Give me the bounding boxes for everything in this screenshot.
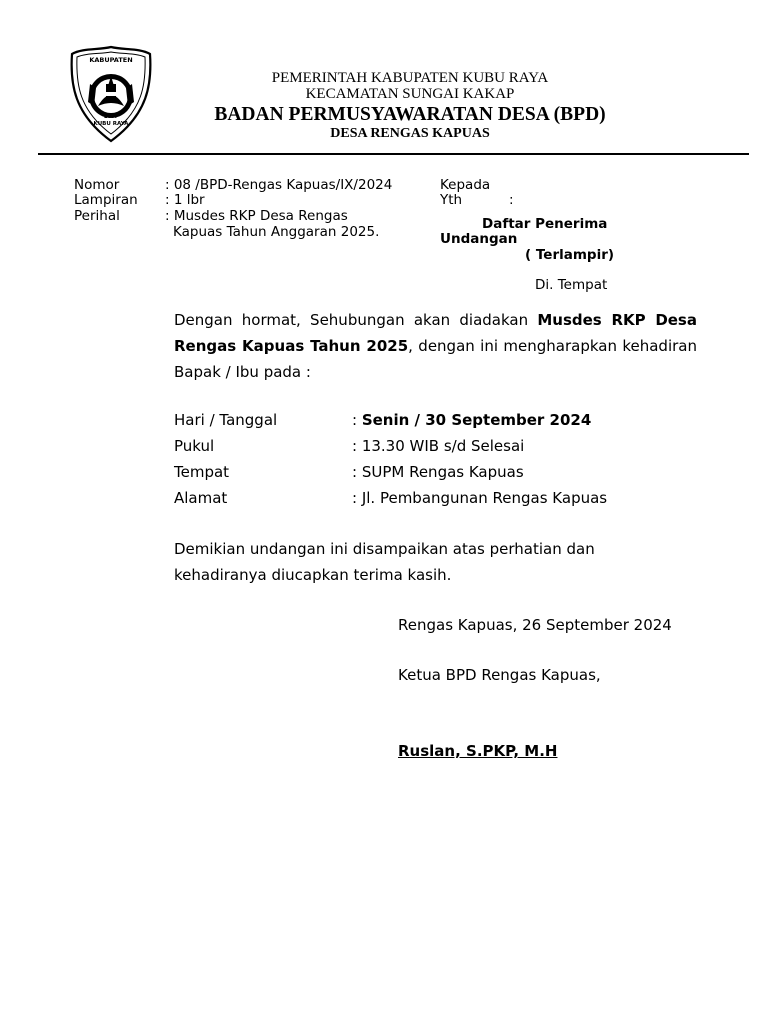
detail-value: 13.30 WIB s/d Selesai bbox=[361, 437, 525, 455]
detail-value: Jl. Pembangunan Rengas Kapuas bbox=[361, 489, 608, 507]
detail-row-date bbox=[174, 411, 734, 437]
detail-label: Tempat bbox=[174, 463, 230, 481]
detail-label: Hari / Tanggal bbox=[174, 411, 278, 429]
detail-value-wrap bbox=[352, 411, 591, 429]
letterhead-district: KECAMATAN SUNGAI KAKAP bbox=[305, 86, 515, 102]
recipient-list-line2: Undangan bbox=[440, 231, 518, 247]
nomor-value: : 08 /BPD-Rengas Kapuas/IX/2024 bbox=[165, 177, 393, 193]
perihal-label: Perihal bbox=[74, 208, 120, 224]
opening-text-end: , dengan ini mengharapkan kehadiran Bapak / Ibu pada : bbox=[174, 337, 697, 381]
lampiran-label: Lampiran bbox=[74, 192, 138, 208]
logo-top-text: KABUPATEN bbox=[89, 56, 133, 64]
signer-title: Ketua BPD Rengas Kapuas, bbox=[398, 666, 601, 684]
detail-label: Alamat bbox=[174, 489, 228, 507]
signer-name: Ruslan, S.PKP, M.H bbox=[398, 742, 558, 760]
logo-year-text: 2007 bbox=[104, 114, 118, 120]
opening-text: Dengan hormat, Sehubungan akan diadakan bbox=[174, 311, 538, 329]
detail-row-place bbox=[174, 463, 734, 489]
detail-value-wrap bbox=[352, 437, 524, 455]
nomor-label: Nomor bbox=[74, 177, 120, 193]
recipient-attached: ( Terlampir) bbox=[525, 247, 615, 263]
opening-paragraph bbox=[174, 307, 697, 385]
detail-colon: : bbox=[352, 489, 362, 507]
detail-colon: : bbox=[352, 437, 362, 455]
letterhead-divider bbox=[38, 153, 749, 155]
yth-colon: : bbox=[509, 192, 514, 208]
closing-paragraph: Demikian undangan ini disampaikan atas perhatian dan kehadiranya diucapkan terima kasih. bbox=[174, 540, 595, 584]
yth-label: Yth bbox=[440, 192, 463, 208]
detail-value: SUPM Rengas Kapuas bbox=[361, 463, 524, 481]
recipient-place: Di. Tempat bbox=[535, 277, 608, 293]
detail-row-address bbox=[174, 489, 734, 515]
detail-label: Pukul bbox=[174, 437, 215, 455]
kepada-label: Kepada bbox=[440, 177, 491, 193]
letterhead-village: DESA RENGAS KAPUAS bbox=[330, 126, 490, 141]
detail-value: Senin / 30 September 2024 bbox=[361, 411, 592, 429]
letter-date: Rengas Kapuas, 26 September 2024 bbox=[398, 616, 672, 634]
detail-colon: : bbox=[352, 463, 362, 481]
perihal-value-line1: : Musdes RKP Desa Rengas bbox=[165, 208, 348, 224]
detail-value-wrap bbox=[352, 489, 607, 507]
perihal-value-line2: Kapuas Tahun Anggaran 2025. bbox=[173, 224, 380, 240]
detail-value-wrap bbox=[352, 463, 524, 481]
lampiran-value: : 1 lbr bbox=[165, 192, 205, 208]
kubu-raya-logo bbox=[68, 44, 154, 144]
recipient-list-line1: Daftar Penerima bbox=[482, 216, 608, 232]
letterhead-agency: BADAN PERMUSYAWARATAN DESA (BPD) bbox=[214, 104, 606, 125]
detail-row-time bbox=[174, 437, 734, 463]
logo-bottom-text: KUBU RAYA bbox=[93, 121, 129, 127]
letterhead-government: PEMERINTAH KABUPATEN KUBU RAYA bbox=[271, 70, 549, 86]
detail-colon: : bbox=[352, 411, 362, 429]
event-name: Musdes RKP Desa Rengas Kapuas Tahun 2025 bbox=[174, 311, 697, 355]
